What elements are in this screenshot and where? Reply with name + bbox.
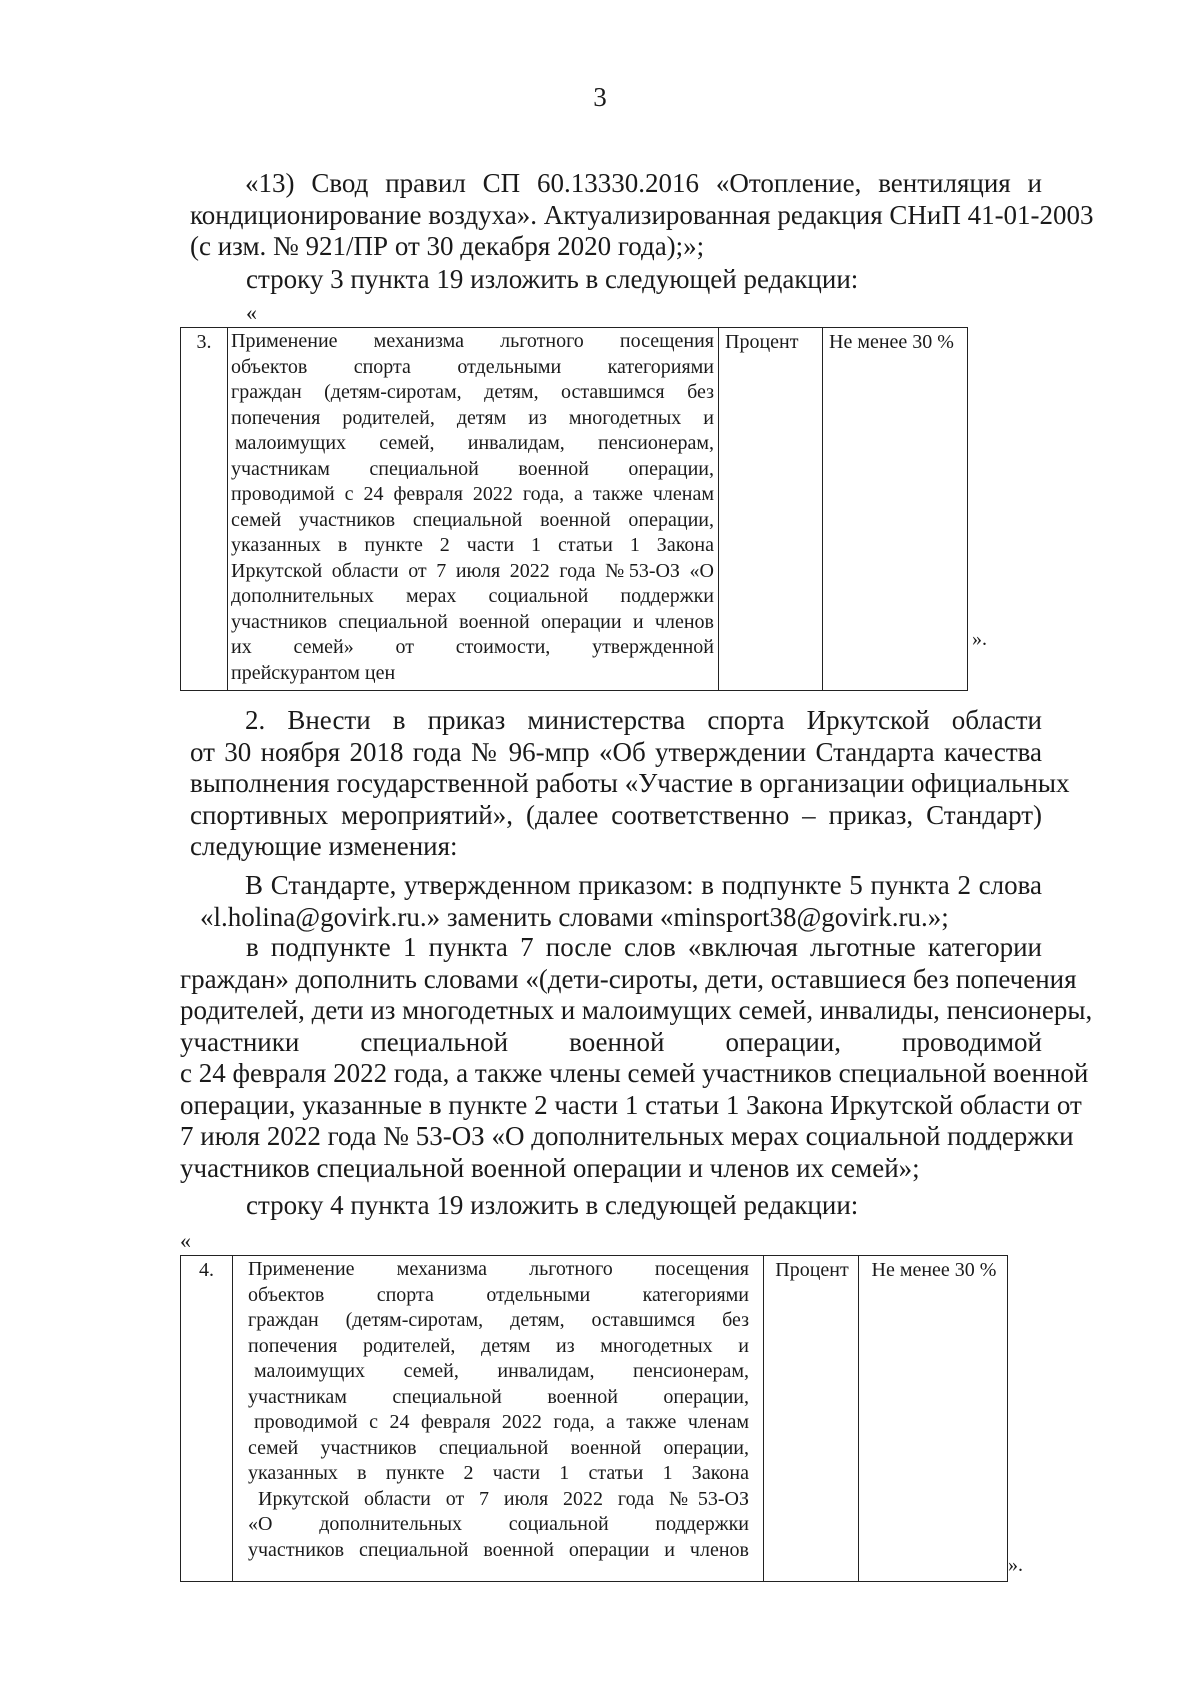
standard-line: «l.holina@govirk.ru.» заменить словами «minsport38@govirk.ru.»; bbox=[200, 901, 949, 932]
description-line: дополнительных мерах социальной поддержки bbox=[231, 585, 714, 607]
description-line: участникам специальной военной операции, bbox=[231, 457, 714, 480]
description-line: участникам специальной военной операции, bbox=[248, 1385, 749, 1408]
subpoint-line: участников специальной военной операции и членов их семей»; bbox=[180, 1152, 920, 1183]
description-line: семей участников специальной военной операции, bbox=[231, 508, 714, 531]
row-value-cell: Не менее 30 % bbox=[859, 1256, 1008, 1582]
description-line: Иркутской области от 7 июля 2022 года №53-ОЗ «О bbox=[231, 559, 714, 582]
description-line: участников специальной военной операции и членов bbox=[231, 610, 714, 633]
subpoint-line: родителей, дети из многодетных и малоимущих семей, инвалиды, пенсионеры, bbox=[180, 995, 1093, 1025]
replacement-row-table-3 bbox=[180, 327, 968, 691]
description-line: Применение механизма льготного посещения bbox=[248, 1258, 749, 1280]
description-line: Иркутской области от 7 июля 2022 года №53-ОЗ bbox=[258, 1487, 749, 1510]
description-line: семей участников специальной военной операции, bbox=[248, 1436, 749, 1459]
subpoint-line: 7 июля 2022 года № 53-ОЗ «О дополнительных мерах социальной поддержки bbox=[180, 1121, 1074, 1151]
description-line: объектов спорта отдельными категориями bbox=[231, 355, 714, 378]
description-line: малоимущих семей, инвалидам, пенсионерам, bbox=[254, 1360, 749, 1382]
intro-line: «13) Свод правил СП 60.13330.2016 «Отопление, вентиляция и bbox=[245, 168, 1042, 198]
open-quote-1: « bbox=[246, 300, 257, 325]
row3-heading: строку 3 пункта 19 изложить в следующей редакции: bbox=[246, 264, 859, 294]
description-line: попечения родителей, детям из многодетных и bbox=[231, 406, 714, 429]
row-unit-cell: Процент bbox=[764, 1256, 859, 1582]
table-row bbox=[181, 328, 968, 691]
description-line: их семей» от стоимости, утвержденной bbox=[231, 636, 714, 658]
description-line: граждан (детям-сиротам, детям, оставшимся без bbox=[231, 381, 714, 403]
description-line: указанных в пункте 2 части 1 статьи 1 Закона bbox=[231, 534, 714, 556]
section-2-line: от 30 ноября 2018 года № 96-мпр «Об утверждении Стандарта качества bbox=[190, 736, 1042, 767]
subpoint-line: участники специальной военной операции, проводимой bbox=[180, 1026, 1042, 1057]
close-quote-1: ». bbox=[972, 628, 987, 650]
description-line: проводимой с 24 февраля 2022 года, а также членам bbox=[231, 483, 714, 505]
description-line: проводимой с 24 февраля 2022 года, а также членам bbox=[254, 1411, 749, 1433]
description-line: «О дополнительных социальной поддержки bbox=[248, 1513, 749, 1535]
description-line: указанных в пункте 2 части 1 статьи 1 Закона bbox=[248, 1462, 749, 1484]
section-2-line: следующие изменения: bbox=[190, 831, 458, 861]
description-line: граждан (детям-сиротам, детям, оставшимся без bbox=[248, 1309, 749, 1331]
standard-line: В Стандарте, утвержденном приказом: в подпункте 5 пункта 2 слова bbox=[245, 870, 1042, 900]
row-number-cell: 3. bbox=[181, 328, 228, 691]
section-2-line: спортивных мероприятий», (далее соответственно – приказ, Стандарт) bbox=[190, 799, 1042, 830]
section-2-line: 2. Внести в приказ министерства спорта Иркутской области bbox=[245, 705, 1042, 735]
intro-line: кондиционирование воздуха». Актуализированная редакция СНиП 41-01-2003 bbox=[190, 199, 1094, 230]
description-line: прейскурантом цен bbox=[231, 661, 396, 684]
row-value-cell: Не менее 30 % bbox=[823, 328, 968, 691]
table-row bbox=[181, 1256, 1008, 1582]
description-line: Применение механизма льготного посещения bbox=[231, 330, 714, 352]
subpoint-line: в подпункте 1 пункта 7 после слов «включая льготные категории bbox=[246, 932, 1042, 962]
subpoint-line: операции, указанные в пункте 2 части 1 статьи 1 Закона Иркутской области от bbox=[180, 1089, 1082, 1120]
row4-heading: строку 4 пункта 19 изложить в следующей редакции: bbox=[246, 1190, 859, 1220]
section-2-line: выполнения государственной работы «Участие в организации официальных bbox=[190, 768, 1070, 798]
subpoint-line: с 24 февраля 2022 года, а также члены семей участников специальной военной bbox=[180, 1058, 1089, 1088]
subpoint-paragraph bbox=[180, 932, 1093, 1184]
row-description-cell bbox=[228, 328, 719, 691]
description-line: попечения родителей, детям из многодетных и bbox=[248, 1334, 749, 1357]
intro-paragraph bbox=[190, 168, 1094, 263]
page-number: 3 bbox=[593, 82, 607, 112]
standard-paragraph bbox=[190, 870, 1042, 933]
replacement-row-table-4 bbox=[180, 1255, 1008, 1582]
close-quote-2: ». bbox=[1008, 1554, 1023, 1576]
row-number-cell: 4. bbox=[181, 1256, 233, 1582]
open-quote-2: « bbox=[180, 1228, 191, 1253]
section-2-paragraph bbox=[190, 705, 1070, 863]
intro-line: (с изм. № 921/ПР от 30 декабря 2020 года);»; bbox=[190, 231, 705, 261]
description-line: объектов спорта отдельными категориями bbox=[248, 1283, 749, 1306]
row-description-cell bbox=[233, 1256, 764, 1582]
description-line: участников специальной военной операции и членов bbox=[248, 1538, 749, 1561]
subpoint-line: граждан» дополнить словами «(дети-сироты, дети, оставшиеся без попечения bbox=[180, 963, 1077, 994]
row-unit-cell: Процент bbox=[719, 328, 823, 691]
description-line: малоимущих семей, инвалидам, пенсионерам, bbox=[235, 432, 714, 454]
